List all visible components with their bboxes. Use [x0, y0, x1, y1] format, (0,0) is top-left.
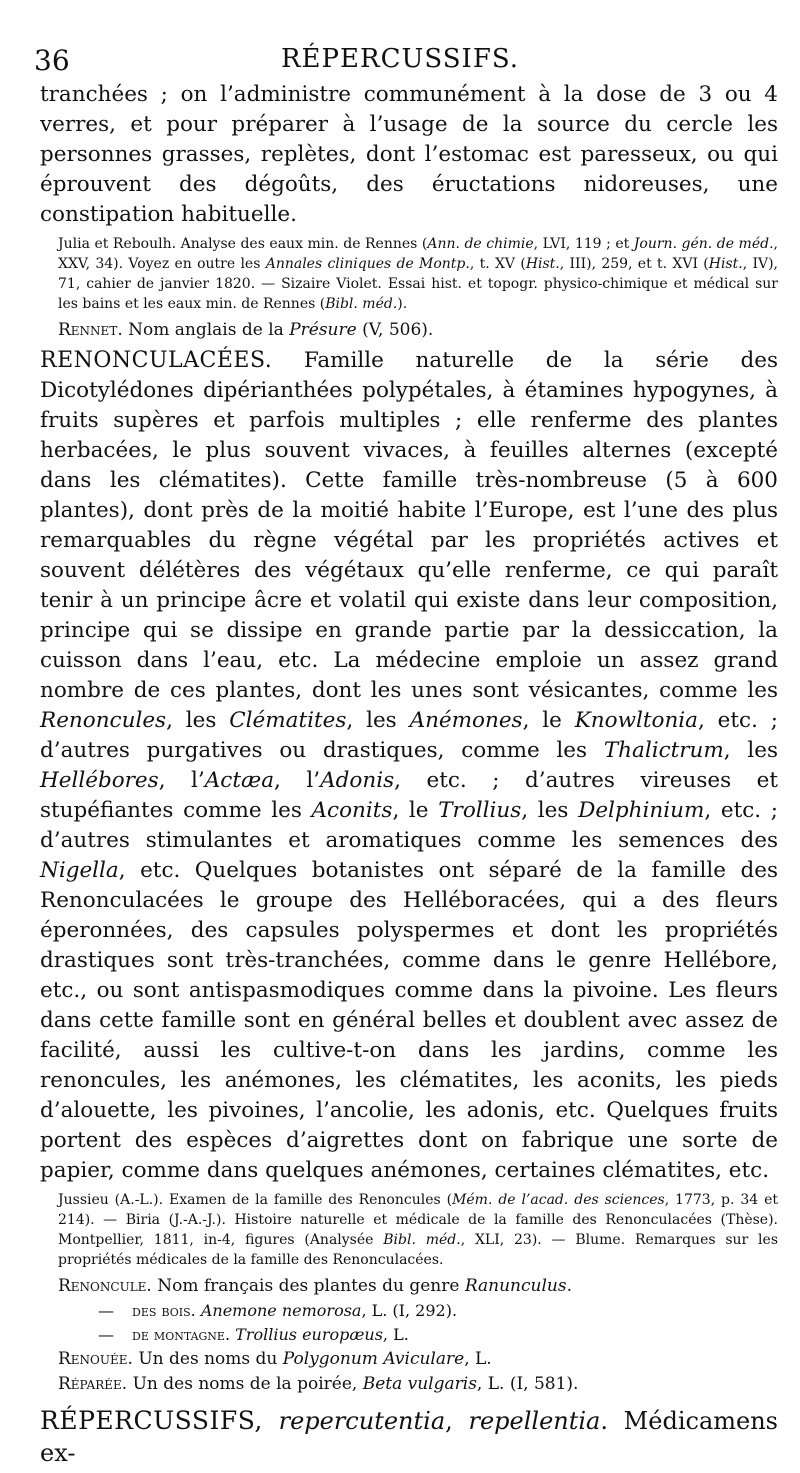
entry-renouee: Renouée. Un des noms du Polygonum Aviculare, L. — [58, 1349, 492, 1369]
entry-head-repercussifs: RÉPERCUSSIFS, — [40, 1406, 263, 1435]
entry-renoncule: Renoncule. Nom français des plantes du genre Ranunculus. — [58, 1276, 572, 1296]
bibliography-rennes: Julia et Reboulh. Analyse des eaux min. de Rennes (Ann. de chimie, LVI, 119 ; et Journ. gén. de méd., XXV, 34). Voyez en outre les Annales cliniques de Montp., t. XV (Hist., III), 259, et t. XVI (Hist., IV), 71, cahier de janvier 1820. — Sizaire Violet. Essai hist. et topogr. physico-chimique et médical sur les bains et les eaux min. de Rennes (Bibl. méd.). — [58, 236, 779, 312]
entry-renonculacees: RENONCULACÉES. Famille naturelle de la série des Dicotylédones dipérianthées polypétales, à étamines hypogynes, à fruits supères et parfois multiples ; elle renferme des plantes herbacées, le plus souvent vivaces, à feuilles alternes (excepté dans les clématites). Cette famille très-nombreuse (5 à 600 plantes), dont près de la moitié habite l’Europe, est l’une des plus remarquables du règne végétal par les propriétés actives et souvent délétères des végétaux qu’elle renferme, ce qui paraît tenir à un principe âcre et volatil qui existe dans leur composition, principe qui se dissipe en grande partie par la dessiccation, la cuisson dans l’eau, etc. La médecine emploie un assez grand nombre de ces plantes, dont les unes sont vésicantes, comme les Renoncules, les Clématites, les Anémones, le Knowltonia, etc. ; d’autres purgatives ou drastiques, comme les Thalictrum, les Hellébores, l’Actæa, l’Adonis, etc. ; d’autres vireuses et stupéfiantes comme les Aconits, le Trollius, les Delphinium, etc. ; d’autres stimulantes et aromatiques comme les semences des Nigella, etc. Quelques botanistes ont séparé de la famille des Renonculacées le groupe des Helléboracées, qui a des fleurs éperonnées, des capsules polyspermes et dont les propriétés drastiques sont très-tranchées, comme dans le genre Hellébore, etc., ou sont antispasmodiques comme dans la pivoine. Les fleurs dans cette famille sont en général belles et doublent avec assez de facilité, aussi les cultive-t-on dans les jardins, comme les renoncules, les anémones, les clématites, les aconits, les pieds d’alouette, les pivoines, l’ancolie, les adonis, etc. Quelques fruits portent des espèces d’aigrettes dont on fabrique une sorte de papier, comme dans quelques anémones, certaines clématites, etc. — [40, 348, 778, 1183]
entry-head-reparee: Réparée. — [58, 1374, 128, 1394]
page-number: 36 — [34, 44, 70, 77]
entry-renoncule-de-montagne: — de montagne. Trollius europæus, L. — [98, 1325, 409, 1344]
paragraph-continuation: tranchées ; on l’administre communément à la dose de 3 ou 4 verres, et pour préparer à l’usage de la source du cercle les personnes grasses, replètes, dont l’estomac est paresseux, ou qui éprouvent des dégoûts, des éructations nidoreuses, une constipation habituelle. — [40, 82, 778, 227]
entry-head-renonculacees: RENONCULACÉES. — [40, 348, 273, 373]
page-body — [40, 80, 778, 1469]
entry-head-renoncule: Renoncule. — [58, 1276, 152, 1296]
entry-reparee: Réparée. Un des noms de la poirée, Beta vulgaris, L. (I, 581). — [58, 1374, 579, 1394]
entry-repercussifs: RÉPERCUSSIFS, repercutentia, repellentia. Médicamens ex- — [40, 1406, 778, 1467]
bibliography-renonculacees: Jussieu (A.-L.). Examen de la famille des Renoncules (Mém. de l’acad. des sciences, 1773, p. 34 et 214). — Biria (J.-A.-J.). Histoire naturelle et médicale de la famille des Renonculacées (Thèse). Montpellier, 1811, in-4, figures (Analysée Bibl. méd., XLI, 23). — Blume. Remarques sur les propriétés médicales de la famille des Renonculacées. — [58, 1192, 778, 1268]
entry-head-rennet: Rennet. — [58, 320, 123, 340]
page-header — [30, 44, 770, 80]
entry-rennet: Rennet. Nom anglais de la Présure (V, 506). — [58, 320, 434, 340]
entry-renoncule-des-bois: — des bois. Anemone nemorosa, L. (I, 292). — [98, 1301, 458, 1320]
running-title: RÉPERCUSSIFS. — [280, 44, 520, 74]
entry-head-renouee: Renouée. — [58, 1349, 133, 1369]
